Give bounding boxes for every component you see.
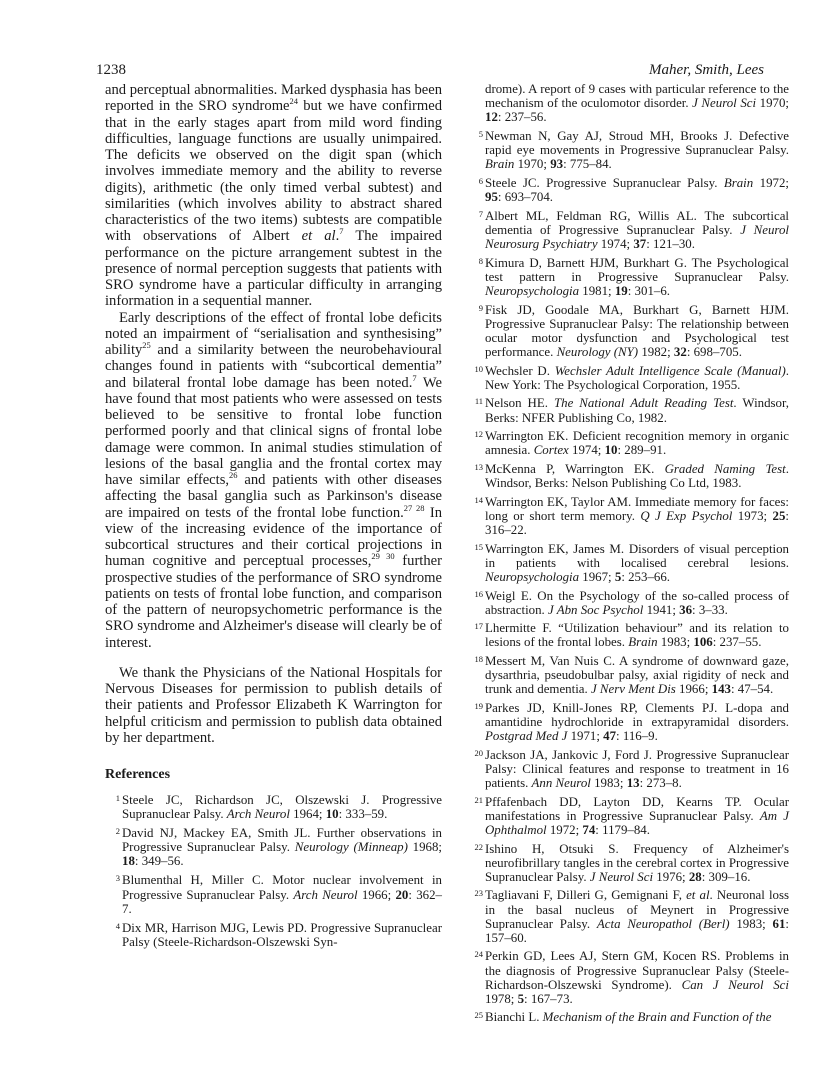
reference-number: 23 <box>474 888 483 899</box>
references-list-left <box>105 793 442 949</box>
reference-item <box>105 921 442 949</box>
reference-text: Weigl E. On the Psychology of the so-called process of abstraction. J Abn Soc Psychol 1941; 36: 3–33. <box>485 588 789 617</box>
reference-text: Tagliavani F, Dilleri G, Gemignani F, et al. Neuronal loss in the basal nucleus of Meynert in Progressive Supranuclear Palsy. Acta Neuropathol (Berl) 1983; 61: 157–60. <box>485 888 789 945</box>
reference-item <box>468 129 789 171</box>
reference-number: 25 <box>474 1010 483 1021</box>
references-heading: References <box>105 767 171 782</box>
reference-number: 9 <box>478 302 483 313</box>
reference-text: Albert ML, Feldman RG, Willis AL. The subcortical dementia of Progressive Supranuclear Palsy. J Neurol Neurosurg Psychiatry 1974; 37: 121–30. <box>485 208 789 252</box>
reference-text: Dix MR, Harrison MJG, Lewis PD. Progressive Supranuclear Palsy (Steele-Richardson-Olszewski Syn- <box>122 920 442 949</box>
reference-item <box>468 621 789 649</box>
reference-item <box>468 589 789 617</box>
reference-text: Steele JC. Progressive Supranuclear Palsy. Brain 1972; 95: 693–704. <box>485 176 789 205</box>
reference-item <box>468 888 789 944</box>
reference-text: Nelson HE. The National Adult Reading Test. Windsor, Berks: NFER Publishing Co, 1982. <box>485 396 790 425</box>
page-number: 1238 <box>96 62 126 78</box>
reference-text: Newman N, Gay AJ, Stroud MH, Brooks J. Defective rapid eye movements in Progressive Supranuclear Palsy. Brain 1970; 93: 775–84. <box>485 129 789 172</box>
reference-item <box>468 842 789 884</box>
reference-text: Ishino H, Otsuki S. Frequency of Alzheimer's neurofibrillary tangles in the cerebral cortex in Progressive Supranuclear Palsy. J Neurol Sci 1976; 28: 309–16. <box>485 841 789 884</box>
reference-number: 10 <box>474 363 483 374</box>
reference-number: 18 <box>474 654 483 665</box>
reference-item <box>468 364 789 392</box>
reference-item <box>468 949 789 1005</box>
body-paragraph-1: and perceptual abnormalities. Marked dysphasia has been reported in the SRO syndrome$^{24}$ but we have confirmed that in the early stages apart from mild word finding difficulties, language functions are usually unimpaired. The deficits we observed on the digit span (which involves immediate memory and the ability to reverse digits), arithmetic (the only timed verbal subtest) and similarities (which involves ability to abstract shared characteristics of the two items) subtests are compatible with observations of Albert et al.$^7$ The impaired performance on the picture arrangement subtest in the presence of normal perception suggests that patients with SRO syndrome have a particular difficulty in arranging information in a sequential manner. <box>105 82 442 310</box>
reference-text: Steele JC, Richardson JC, Olszewski J. Progressive Supranuclear Palsy. Arch Neurol 1964; 10: 333–59. <box>122 793 442 822</box>
reference-number: 8 <box>478 255 483 266</box>
reference-number: 19 <box>474 700 483 711</box>
reference-text: Warrington EK. Deficient recognition memory in organic amnesia. Cortex 1974; 10: 289–91. <box>485 429 789 458</box>
reference-text: Kimura D, Barnett HJM, Burkhart G. The Psychological test pattern in Progressive Supranuclear Palsy. Neuropsychologia 1981; 19: 301–6. <box>485 255 789 298</box>
reference-item <box>468 429 789 457</box>
reference-item <box>105 873 442 915</box>
reference-continuation: drome). A report of 9 cases with particular reference to the mechanism of the oculomotor disorder. J Neurol Sci 1970; 12: 237–56. <box>485 82 789 125</box>
reference-number: 16 <box>474 588 483 599</box>
reference-number: 2 <box>115 826 120 837</box>
reference-text: Wechsler D. Wechsler Adult Intelligence Scale (Manual). New York: The Psychological Corporation, 1955. <box>485 363 789 392</box>
reference-number: 13 <box>474 462 483 472</box>
reference-number: 3 <box>115 873 120 884</box>
reference-number: 5 <box>478 129 483 140</box>
references-list-right <box>468 129 789 1024</box>
reference-text: Pffafenbach DD, Layton DD, Kearns TP. Ocular manifestations in Progressive Supranuclear Palsy. Am J Ophthalmol 1972; 74: 1179–84. <box>485 794 789 837</box>
reference-item <box>468 462 789 490</box>
reference-number: 14 <box>474 494 483 505</box>
running-head-authors: Maher, Smith, Lees <box>649 62 764 78</box>
reference-text: Jackson JA, Jankovic J, Ford J. Progressive Supranuclear Palsy: Clinical features and response to treatment in 16 patients. Ann Neurol 1983; 13: 273–8. <box>485 747 789 791</box>
reference-number: 21 <box>474 794 483 805</box>
reference-number: 17 <box>474 621 483 632</box>
reference-text: Bianchi L. Mechanism of the Brain and Function of the <box>485 1010 772 1025</box>
reference-item <box>468 654 789 696</box>
reference-text: Parkes JD, Knill-Jones RP, Clements PJ. L-dopa and amantidine hydrochloride in extrapyramidal disorders. Postgrad Med J 1971; 47: 116–9. <box>485 700 789 744</box>
reference-item <box>105 793 442 821</box>
reference-text: Warrington EK, Taylor AM. Immediate memory for faces: long or short term memory. Q J Exp Psychol 1973; 25: 316–22. <box>485 494 790 537</box>
reference-text: Fisk JD, Goodale MA, Burkhart G, Barnett HJM. Progressive Supranuclear Palsy: The relationship between ocular motor dysfunction and Psychological test performance. Neurology (NY) 1982; 32: 698–705. <box>485 302 789 359</box>
reference-number: 22 <box>474 841 483 852</box>
reference-number: 24 <box>474 949 483 960</box>
reference-item <box>468 1010 789 1024</box>
reference-number: 4 <box>115 920 120 931</box>
reference-item <box>468 542 789 584</box>
reference-item <box>468 303 789 359</box>
body-paragraph-2: Early descriptions of the effect of frontal lobe deficits noted an impairment of “serialisation and synthesising” ability$^{25}$ and a similarity between the neurobehavioural changes found in patients with “subcortical dementia” and bilateral frontal lobe damage has been noted.$^7$ We have found that most patients who were assessed on tests believed to be sensitive to frontal lobe function performed poorly and that clinical signs of frontal lobe damage were common. In animal studies stimulation of lesions of the basal ganglia and the frontal cortex may have similar effects,$^{26}$ and patients with other diseases affecting the basal ganglia such as Parkinson's disease are impaired on tests of the frontal lobe function.$^{27 28}$ In view of the increasing evidence of the importance of subcortical structures and their cortical projections in human cognitive and perceptual processes,$^{29 30}$ further prospective studies of the performance of SRO syndrome patients on tests of frontal lobe function, and comparison of the pattern of neuropsychometric performance is the SRO syndrome and Alzheimer's disease will clearly be of interest. <box>105 309 442 651</box>
reference-text: Blumenthal H, Miller C. Motor nuclear involvement in Progressive Supranuclear Palsy. Arch Neurol 1966; 20: 362–7. <box>122 873 443 916</box>
reference-item <box>468 176 789 204</box>
reference-item <box>105 826 442 868</box>
reference-number: 7 <box>478 208 483 219</box>
reference-item <box>468 396 789 424</box>
reference-text: McKenna P, Warrington EK. Graded Naming Test. Windsor, Berks: Nelson Publishing Co Ltd, 1983. <box>485 462 789 491</box>
reference-number: 20 <box>474 747 483 758</box>
reference-text: Perkin GD, Lees AJ, Stern GM, Kocen RS. Problems in the diagnosis of Progressive Supranuclear Palsy (Steele-Richardson-Olszewski Syndrome). Can J Neurol Sci 1978; 5: 167–73. <box>485 949 789 1006</box>
right-column <box>468 82 789 1029</box>
reference-number: 12 <box>474 429 483 440</box>
reference-text: Warrington EK, James M. Disorders of visual perception in patients with localised cerebral lesions. Neuropsychologia 1967; 5: 253–66. <box>485 541 789 584</box>
reference-item <box>468 495 789 537</box>
reference-text: Messert M, Van Nuis C. A syndrome of downward gaze, dysarthria, pseudobulbar palsy, axial rigidity of neck and trunk and dementia. J Nerv Ment Dis 1966; 143: 47–54. <box>485 654 789 697</box>
reference-number: 15 <box>474 541 483 552</box>
reference-item <box>468 795 789 837</box>
reference-text: Lhermitte F. “Utilization behaviour” and its relation to lesions of the frontal lobes. Brain 1983; 106: 237–55. <box>485 621 789 650</box>
reference-item <box>468 748 789 790</box>
reference-item <box>468 701 789 743</box>
left-column <box>105 82 442 954</box>
reference-item <box>468 256 789 298</box>
acknowledgement-paragraph: We thank the Physicians of the National Hospitals for Nervous Diseases for permission to publish details of their patients and Professor Elizabeth K Warrington for helpful criticism and permission to publish data obtained by her department. <box>105 664 442 746</box>
reference-number: 11 <box>474 396 483 407</box>
reference-number: 1 <box>115 793 120 803</box>
reference-number: 6 <box>478 176 483 187</box>
reference-text: David NJ, Mackey EA, Smith JL. Further observations in Progressive Supranuclear Palsy. Neurology (Minneap) 1968; 18: 349–56. <box>122 826 442 869</box>
reference-item <box>468 209 789 251</box>
